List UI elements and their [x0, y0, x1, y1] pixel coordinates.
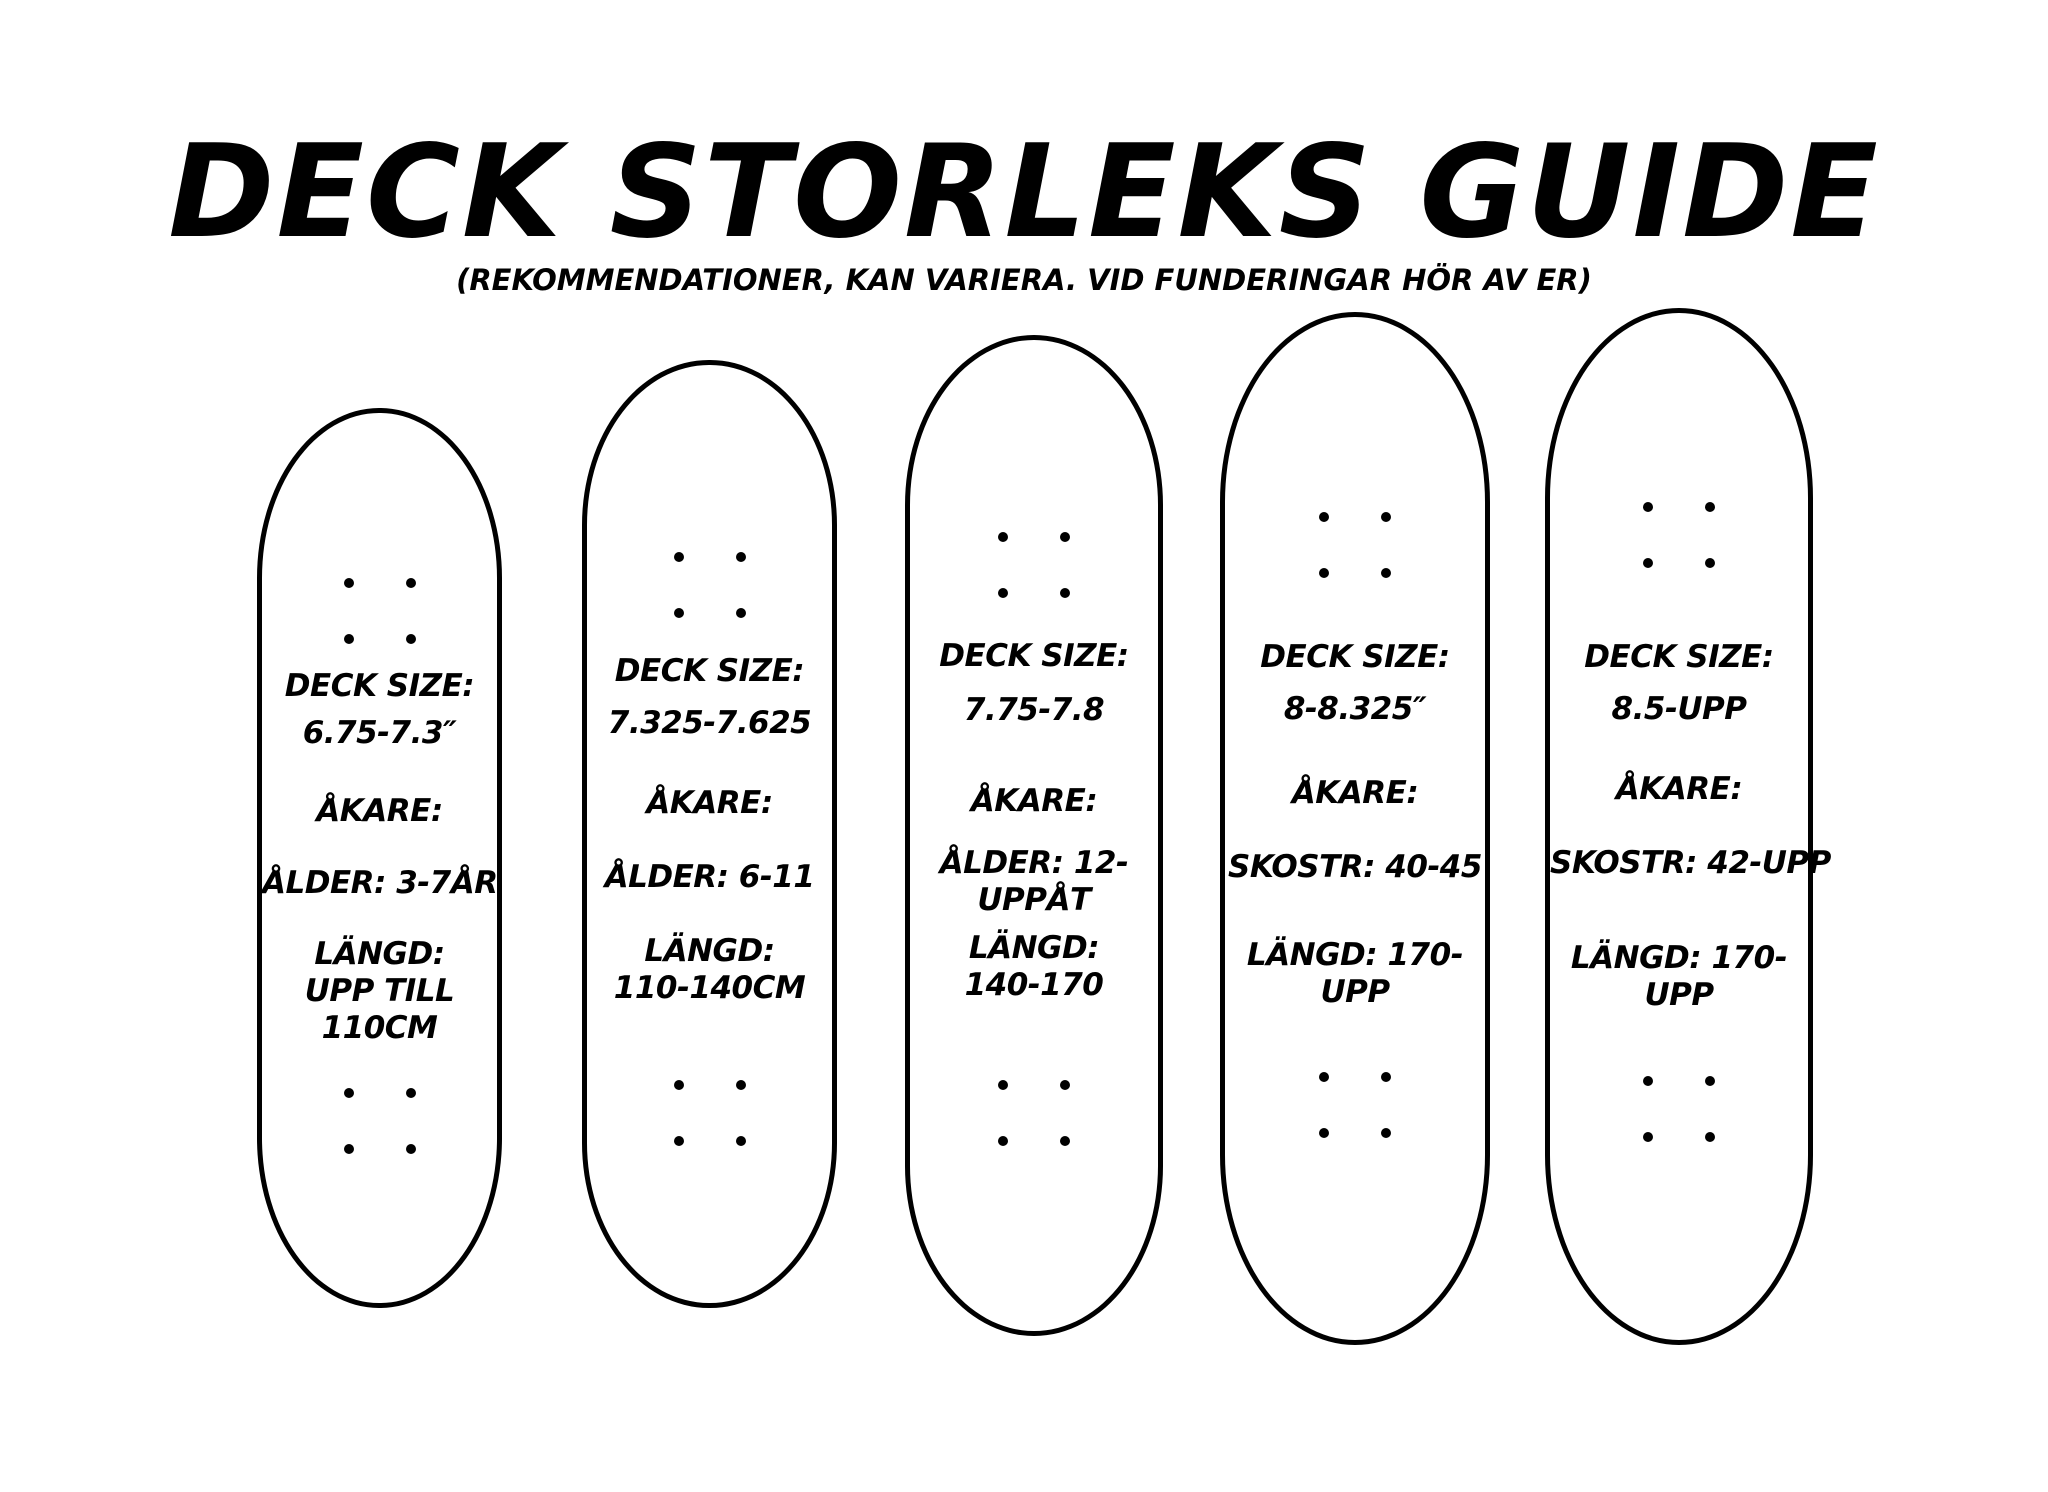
truck-holes-bottom — [1643, 1076, 1715, 1142]
bolt-hole — [1705, 558, 1715, 568]
deck-size-label: DECK SIZE: — [1260, 639, 1450, 675]
bolt-hole — [1060, 588, 1070, 598]
truck-holes-bottom — [674, 1080, 746, 1146]
bolt-hole — [344, 1088, 354, 1098]
deck-size-label: DECK SIZE: — [614, 653, 805, 689]
rider-detail-1: ÅLDER: 3-7ÅR — [262, 865, 498, 901]
bolt-hole — [1643, 1132, 1653, 1142]
bolt-hole — [1381, 512, 1391, 522]
bolt-hole — [1705, 502, 1715, 512]
truck-holes-top — [344, 578, 416, 644]
bolt-hole — [344, 578, 354, 588]
deck-card — [1545, 308, 1831, 1345]
bolt-hole — [344, 1144, 354, 1154]
bolt-hole — [406, 578, 416, 588]
deck-card — [582, 360, 837, 1308]
bolt-hole — [1705, 1076, 1715, 1086]
deck-size-value: 7.75-7.8 — [963, 692, 1105, 728]
bolt-hole — [1060, 1136, 1070, 1146]
bolt-hole — [406, 1088, 416, 1098]
bolt-hole — [674, 1080, 684, 1090]
length-label: LÄNGD: — [968, 930, 1100, 966]
deck-size-value: 8-8.325″ — [1283, 691, 1427, 727]
bolt-hole — [674, 552, 684, 562]
rider-detail-1: ÅLDER: 12- — [939, 845, 1129, 881]
length-value-1: UPP TILL — [304, 973, 455, 1009]
deck-size-label: DECK SIZE: — [939, 638, 1129, 674]
length-value-1: UPP — [1644, 977, 1714, 1013]
bolt-hole — [1705, 1132, 1715, 1142]
bolt-hole — [1643, 502, 1653, 512]
bolt-hole — [998, 1080, 1008, 1090]
rider-label: ÅKARE: — [970, 783, 1098, 819]
bolt-hole — [406, 1144, 416, 1154]
rider-detail-1: ÅLDER: 6-11 — [604, 859, 815, 895]
deck-size-label: DECK SIZE: — [284, 668, 475, 704]
bolt-hole — [344, 634, 354, 644]
bolt-hole — [1060, 1080, 1070, 1090]
truck-holes-bottom — [998, 1080, 1070, 1146]
bolt-hole — [736, 552, 746, 562]
truck-holes-top — [998, 532, 1070, 598]
bolt-hole — [1060, 532, 1070, 542]
length-label: LÄNGD: — [314, 936, 445, 972]
deck-card — [905, 335, 1163, 1336]
page-subtitle: (REKOMMENDATIONER, KAN VARIERA. VID FUNDERINGAR HÖR AV ER) — [456, 263, 1592, 297]
rider-detail-2: UPPÅT — [977, 882, 1091, 918]
rider-detail-1: SKOSTR: 40-45 — [1228, 849, 1482, 885]
rider-label: ÅKARE: — [646, 785, 773, 821]
rider-label: ÅKARE: — [1615, 771, 1743, 807]
bolt-hole — [1319, 568, 1329, 578]
rider-label: ÅKARE: — [316, 793, 443, 829]
bolt-hole — [406, 634, 416, 644]
bolt-hole — [1319, 512, 1329, 522]
bolt-hole — [1319, 1072, 1329, 1082]
length-value-1: 140-170 — [964, 967, 1104, 1003]
truck-holes-top — [1643, 502, 1715, 568]
bolt-hole — [1381, 1128, 1391, 1138]
length-value-1: UPP — [1320, 974, 1390, 1010]
deck-size-value: 8.5-UPP — [1611, 691, 1747, 727]
bolt-hole — [1381, 1072, 1391, 1082]
bolt-hole — [998, 588, 1008, 598]
length-value-2: 110CM — [321, 1010, 438, 1046]
bolt-hole — [736, 1080, 746, 1090]
deck-size-label: DECK SIZE: — [1584, 639, 1774, 675]
length-value-1: 110-140CM — [613, 970, 806, 1006]
truck-holes-bottom — [1319, 1072, 1391, 1138]
page-title: DECK STORLEKS GUIDE — [168, 118, 1880, 267]
bolt-hole — [674, 608, 684, 618]
length-label: LÄNGD: 170- — [1570, 940, 1788, 976]
length-label: LÄNGD: 170- — [1246, 937, 1464, 973]
bolt-hole — [1643, 1076, 1653, 1086]
deck-card — [1220, 312, 1490, 1345]
deck-card — [257, 408, 502, 1308]
bolt-hole — [1643, 558, 1653, 568]
truck-holes-top — [674, 552, 746, 618]
rider-label: ÅKARE: — [1291, 775, 1419, 811]
bolt-hole — [998, 1136, 1008, 1146]
deck-size-value: 6.75-7.3″ — [302, 715, 457, 751]
deck-size-value: 7.325-7.625 — [607, 705, 812, 741]
bolt-hole — [998, 532, 1008, 542]
truck-holes-top — [1319, 512, 1391, 578]
bolt-hole — [1381, 568, 1391, 578]
bolt-hole — [736, 608, 746, 618]
bolt-hole — [674, 1136, 684, 1146]
rider-detail-1: SKOSTR: 42-UPP — [1550, 845, 1831, 881]
length-label: LÄNGD: — [644, 933, 775, 969]
truck-holes-bottom — [344, 1088, 416, 1154]
bolt-hole — [1319, 1128, 1329, 1138]
bolt-hole — [736, 1136, 746, 1146]
